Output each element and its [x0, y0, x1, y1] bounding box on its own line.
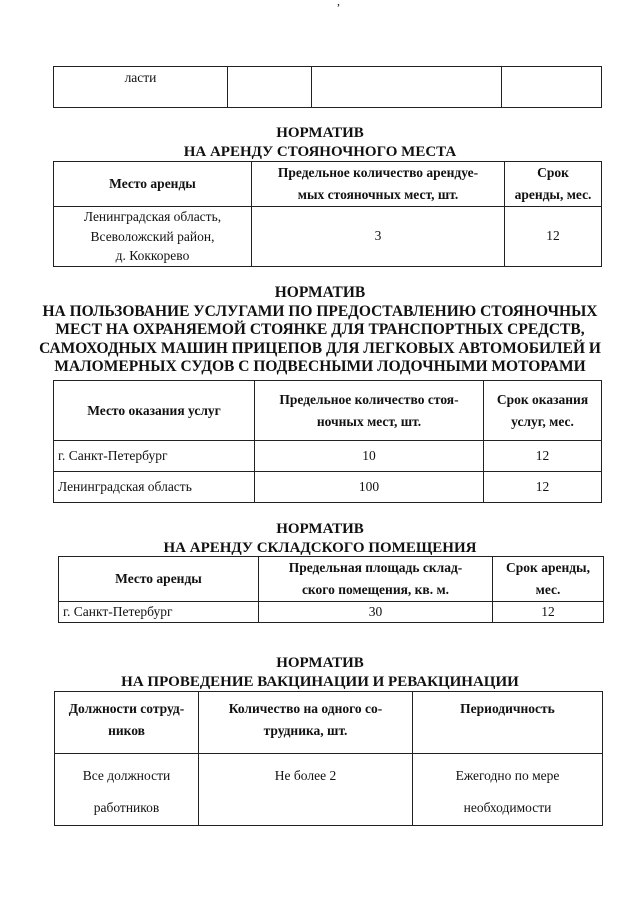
section4-title: [20, 654, 620, 691]
header-periodicity: Периодичность: [413, 692, 603, 754]
section-heading: НОРМАТИВ: [274, 284, 366, 301]
table-row: [55, 754, 603, 826]
header-place: Место оказания услуг: [54, 381, 255, 441]
section2-title: [20, 284, 620, 377]
header-position: Должности сотруд- ников: [55, 692, 199, 754]
section-subheading-line: МЕСТ НА ОХРАНЯЕМОЙ СТОЯНКЕ ДЛЯ ТРАНСПОРТНЫХ СРЕДСТВ,: [55, 321, 585, 338]
table-cell: [228, 67, 312, 108]
cell-place: Ленинградская область, Всеволожский район, д. Коккорево: [54, 207, 252, 267]
header-place: Место аренды: [54, 162, 252, 207]
section-subheading: НА ПРОВЕДЕНИЕ ВАКЦИНАЦИИ И РЕВАКЦИНАЦИИ: [121, 673, 519, 690]
section1-title: [20, 124, 620, 161]
warehouse-rent-table: [58, 556, 604, 623]
section-subheading-line: САМОХОДНЫХ МАШИН ПРИЦЕПОВ ДЛЯ ЛЕГКОВЫХ АВТОМОБИЛЕЙ И: [39, 339, 601, 357]
section-heading: НОРМАТИВ: [276, 125, 364, 141]
cell-quantity: 3: [252, 207, 505, 267]
section-heading: НОРМАТИВ: [276, 521, 364, 537]
header-term: Срок аренды, мес.: [493, 557, 604, 602]
table-row: [54, 207, 602, 267]
previous-table-fragment: [53, 66, 602, 108]
cell-term: 12: [484, 472, 602, 503]
header-quantity: Количество на одного со- трудника, шт.: [199, 692, 413, 754]
section3-title: [20, 520, 620, 557]
cell-area: 30: [259, 602, 493, 623]
table-cell: [502, 67, 602, 108]
cell-place: г. Санкт-Петербург: [54, 441, 255, 472]
header-place: Место аренды: [59, 557, 259, 602]
table-row: [54, 472, 602, 503]
cell-place: г. Санкт-Петербург: [59, 602, 259, 623]
parking-rent-table: [53, 161, 602, 267]
section-subheading: НА АРЕНДУ СТОЯНОЧНОГО МЕСТА: [183, 143, 457, 160]
cell-place: Ленинградская область: [54, 472, 255, 503]
section-heading: НОРМАТИВ: [276, 655, 364, 671]
header-quantity: Предельное количество арендуе- мых стояночных мест, шт.: [252, 162, 505, 207]
fragment-text: ласти: [124, 70, 157, 85]
section-subheading-line: НА ПОЛЬЗОВАНИЕ УСЛУГАМИ ПО ПРЕДОСТАВЛЕНИЮ СТОЯНОЧНЫХ: [42, 302, 598, 320]
cell-quantity: 100: [255, 472, 484, 503]
cell-term: 12: [484, 441, 602, 472]
table-cell: [54, 67, 228, 108]
page-mark: ,: [337, 0, 340, 8]
cell-term: 12: [493, 602, 604, 623]
cell-periodicity: Ежегодно по мере необходимости: [413, 754, 603, 826]
table-row: [59, 602, 604, 623]
cell-term: 12: [505, 207, 602, 267]
cell-quantity: Не более 2: [199, 754, 413, 826]
header-term: Срок оказания услуг, мес.: [484, 381, 602, 441]
header-area: Предельная площадь склад- ского помещения, кв. м.: [259, 557, 493, 602]
cell-quantity: 10: [255, 441, 484, 472]
section-subheading-line: МАЛОМЕРНЫХ СУДОВ С ПОДВЕСНЫМИ ЛОДОЧНЫМИ МОТОРАМИ: [54, 358, 586, 375]
cell-position: Все должности работников: [55, 754, 199, 826]
section-subheading: НА АРЕНДУ СКЛАДСКОГО ПОМЕЩЕНИЯ: [163, 539, 477, 556]
header-quantity: Предельное количество стоя- ночных мест, шт.: [255, 381, 484, 441]
table-row: [54, 441, 602, 472]
vaccination-table: [54, 691, 603, 826]
table-cell: [312, 67, 502, 108]
guarded-parking-table: [53, 380, 602, 503]
header-term: Срок аренды, мес.: [505, 162, 602, 207]
